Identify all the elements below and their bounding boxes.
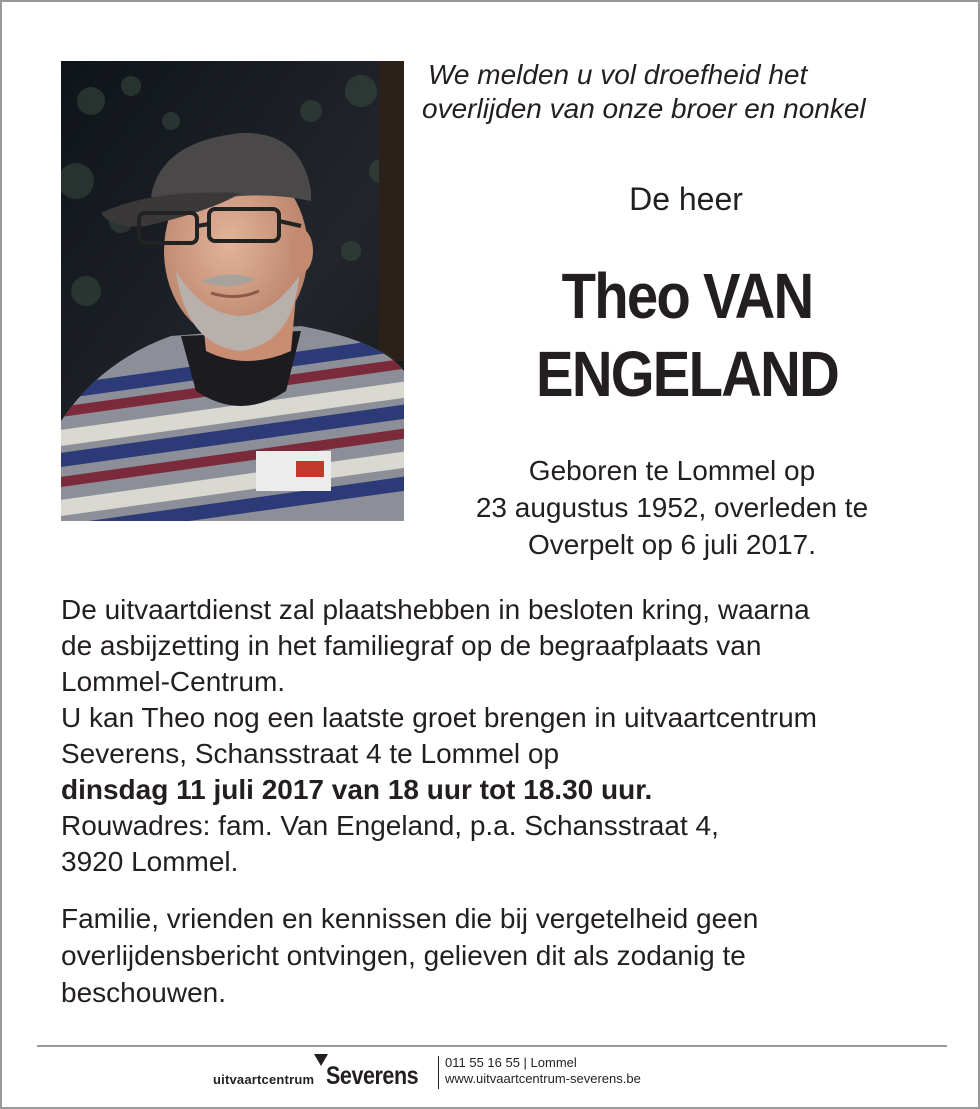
phone-location: 011 55 16 55 | Lommel	[445, 1055, 577, 1070]
portrait-illustration	[61, 61, 404, 521]
closing-note	[61, 900, 941, 1011]
dates-line: 23 augustus 1952, overleden te	[475, 492, 869, 523]
name-line: Theo VAN	[561, 260, 813, 332]
funeral-details	[61, 592, 941, 880]
brand-prefix: uitvaartcentrum	[213, 1072, 315, 1087]
intro-text	[422, 58, 942, 126]
closing-line: overlijdensbericht ontvingen, gelieven dit als zodanig te	[61, 940, 746, 971]
visitation-time: dinsdag 11 juli 2017 van 18 uur tot 18.30 uur.	[61, 774, 653, 805]
footer-divider	[37, 1045, 947, 1047]
intro-line: overlijden van onze broer en nonkel	[422, 93, 866, 124]
mourning-address-line: 3920 Lommel.	[61, 846, 239, 877]
birth-death-info	[427, 452, 917, 563]
contact-info	[445, 1055, 641, 1087]
mourning-address-line: Rouwadres: fam. Van Engeland, p.a. Schansstraat 4,	[61, 810, 719, 841]
closing-line: beschouwen.	[61, 977, 227, 1008]
brand-name: Severens	[326, 1062, 419, 1090]
website-link[interactable]: www.uitvaartcentrum-severens.be	[445, 1071, 641, 1086]
footer-separator	[438, 1056, 439, 1089]
details-line: Severens, Schansstraat 4 te Lommel op	[61, 738, 560, 769]
dates-line: Geboren te Lommel op	[528, 455, 816, 486]
details-line: De uitvaartdienst zal plaatshebben in besloten kring, waarna	[61, 594, 810, 625]
footer	[2, 1052, 980, 1102]
details-line: de asbijzetting in het familiegraf op de begraafplaats van	[61, 630, 762, 661]
deceased-name	[463, 257, 912, 413]
name-line: ENGELAND	[536, 338, 838, 410]
portrait-photo	[61, 61, 404, 521]
closing-line: Familie, vrienden en kennissen die bij vergetelheid geen	[61, 903, 759, 934]
dates-line: Overpelt op 6 juli 2017.	[528, 529, 816, 560]
honorific: De heer	[629, 181, 743, 217]
details-line: Lommel-Centrum.	[61, 666, 286, 697]
intro-line: We melden u vol droefheid het	[428, 59, 808, 90]
details-line: U kan Theo nog een laatste groet brengen in uitvaartcentrum	[61, 702, 817, 733]
